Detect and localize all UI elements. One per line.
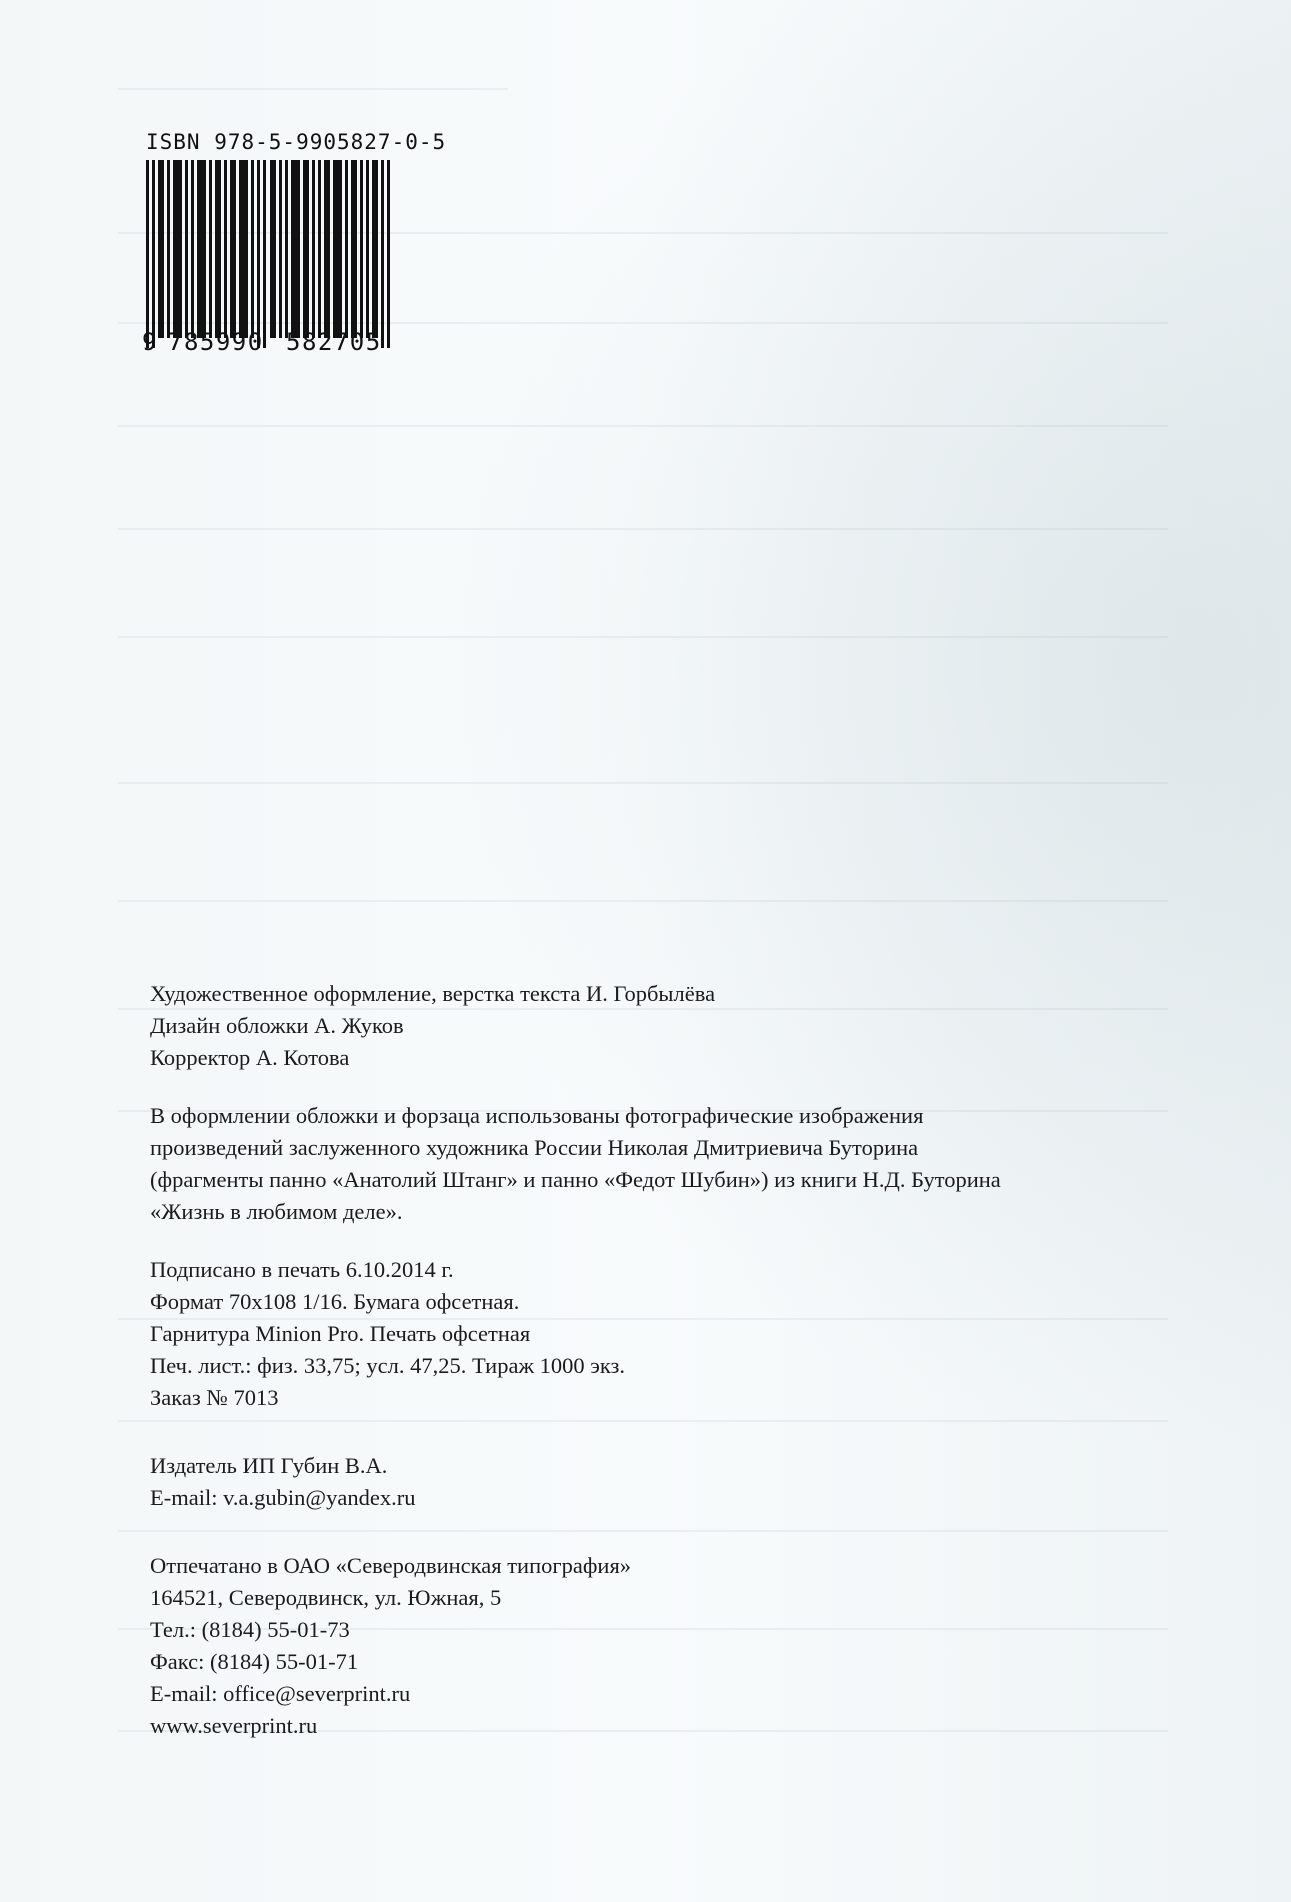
barcode-icon — [142, 160, 392, 348]
ean-first-digit: 9 — [142, 328, 158, 356]
credit-cover: Дизайн обложки А. Жуков — [150, 1013, 404, 1038]
order-number: Заказ № 7013 — [150, 1385, 279, 1410]
cover-note-line: «Жизнь в любимом деле». — [150, 1199, 403, 1224]
printer-phone: Тел.: (8184) 55-01-73 — [150, 1617, 350, 1642]
signed-date: Подписано в печать 6.10.2014 г. — [150, 1257, 454, 1282]
credit-proofreader: Корректор А. Котова — [150, 1045, 350, 1070]
print-sheets: Печ. лист.: физ. 33,75; усл. 47,25. Тираж 1000 экз. — [150, 1353, 626, 1378]
printer-address: 164521, Северодвинск, ул. Южная, 5 — [150, 1585, 502, 1610]
cover-note-block — [150, 1100, 1190, 1228]
colophon — [150, 978, 1190, 1742]
printer-name: Отпечатано в ОАО «Северодвинская типография» — [150, 1553, 632, 1578]
ean-digits — [142, 328, 402, 356]
credits-block — [150, 978, 1190, 1074]
publisher-name: Издатель ИП Губин В.А. — [150, 1453, 388, 1478]
printer-block — [150, 1550, 1190, 1742]
cover-note-line: (фрагменты панно «Анатолий Штанг» и панно «Федот Шубин») из книги Н.Д. Буторина — [150, 1167, 1001, 1192]
ean-right-group: 582705 — [286, 328, 382, 356]
printer-fax: Факс: (8184) 55-01-71 — [150, 1649, 359, 1674]
cover-note-line: произведений заслуженного художника России Николая Дмитриевича Буторина — [150, 1135, 919, 1160]
isbn-label: ISBN 978-5-9905827-0-5 — [146, 130, 447, 154]
printer-email: E-mail: office@severprint.ru — [150, 1681, 411, 1706]
isbn-barcode — [142, 130, 447, 348]
printer-website: www.severprint.ru — [150, 1713, 318, 1738]
ean-left-group: 785990 — [168, 328, 264, 356]
publisher-email: E-mail: v.a.gubin@yandex.ru — [150, 1485, 416, 1510]
typeface: Гарнитура Minion Pro. Печать офсетная — [150, 1321, 531, 1346]
publisher-block — [150, 1450, 1190, 1514]
print-info-block — [150, 1254, 1190, 1414]
paper-format: Формат 70x108 1/16. Бумага офсетная. — [150, 1289, 520, 1314]
cover-note-line: В оформлении обложки и форзаца использованы фотографические изображения — [150, 1103, 924, 1128]
credit-design: Художественное оформление, верстка текста И. Горбылёва — [150, 981, 716, 1006]
